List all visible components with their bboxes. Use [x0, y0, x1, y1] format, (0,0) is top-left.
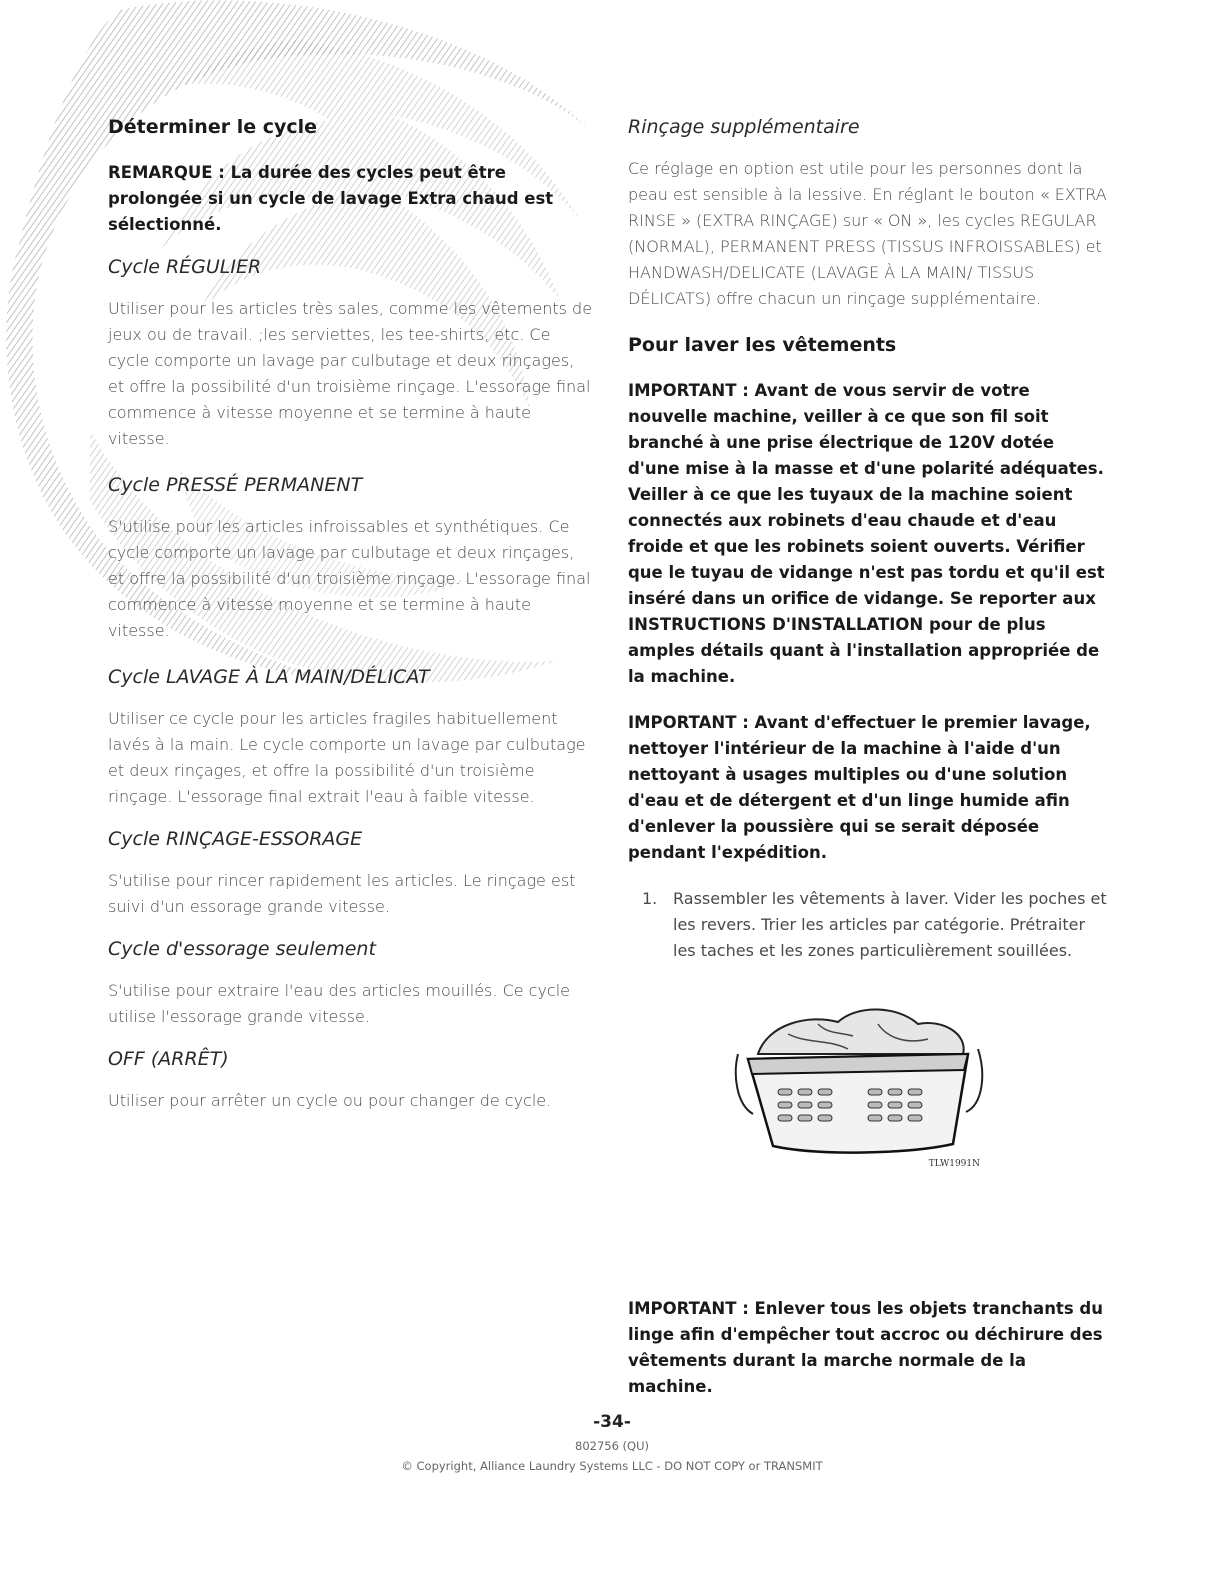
section-title-cycle: Déterminer le cycle	[108, 116, 318, 138]
heading-permanent-press: Cycle PRESSÉ PERMANENT	[108, 474, 363, 496]
text-spin-only: S'utilise pour extraire l'eau des articles mouillés. Ce cycle utilise l'essorage grande vitesse.	[108, 981, 571, 1026]
step-number: 1.	[642, 889, 658, 908]
text-off: Utiliser pour arrêter un cycle ou pour changer de cycle.	[108, 1091, 552, 1110]
important-sharp-objects: IMPORTANT : Enlever tous les objets tranchants du linge afin d'empêcher tout accroc ou déchirure des vêtements durant la marche normale de la machine.	[628, 1299, 1103, 1396]
heading-rinse-spin: Cycle RINÇAGE-ESSORAGE	[108, 828, 363, 850]
left-column	[108, 116, 593, 1128]
figure-label: TLW1991N	[928, 1159, 980, 1169]
text-handwash-delicate: Utiliser ce cycle pour les articles fragiles habituellement lavés à la main. Le cycle comporte un lavage par culbutage et deux rinçages, et offre la possibilité d'un troisième rinçage. L'essorage final extrait l'eau à faible vitesse.	[108, 709, 586, 806]
text-extra-rinse: Ce réglage en option est utile pour les personnes dont la peau est sensible à la lessive. En réglant le bouton « EXTRA RINSE » (EXTRA RINÇAGE) sur « ON », les cycles REGULAR (NORMAL), PERMANENT PRESS (TISSUS INFROISSABLES) et HANDWASH/DELICATE (LAVAGE À LA MAIN/ TISSUS DÉLICATS) offre chacun un rinçage supplémentaire.	[628, 159, 1107, 308]
page-footer	[0, 1412, 1224, 1476]
heading-regular-cycle: Cycle RÉGULIER	[108, 256, 262, 278]
document-code: 802756 (QU)	[575, 1439, 649, 1453]
page-number: -34-	[593, 1412, 631, 1432]
note-text: REMARQUE : La durée des cycles peut être prolongée si un cycle de lavage Extra chaud est sélectionné.	[108, 163, 554, 234]
step-list-item	[628, 886, 1108, 964]
text-regular-cycle: Utiliser pour les articles très sales, comme les vêtements de jeux ou de travail. ;les serviettes, les tee-shirts, etc. Ce cycle comporte un lavage par culbutage et deux rinçages, et offre la possibilité d'un troisième rinçage. L'essorage final commence à vitesse moyenne et se termine à haute vitesse.	[108, 299, 593, 448]
heading-handwash-delicate: Cycle LAVAGE À LA MAIN/DÉLICAT	[108, 666, 430, 688]
heading-off: OFF (ARRÊT)	[108, 1048, 229, 1070]
step-text: Rassembler les vêtements à laver. Vider les poches et les revers. Trier les articles par catégorie. Prétraiter les taches et les zones particulièrement souillées.	[673, 889, 1107, 960]
heading-extra-rinse: Rinçage supplémentaire	[628, 116, 860, 138]
important-first-wash: IMPORTANT : Avant d'effectuer le premier lavage, nettoyer l'intérieur de la machine à l'aide d'un nettoyant à usages multiples ou d'une solution d'eau et de détergent et d'un linge humide afin d'enlever la poussière qui se serait déposée pendant l'expédition.	[628, 713, 1091, 862]
laundry-basket-icon	[728, 994, 988, 1169]
right-column	[628, 116, 1108, 1169]
copyright-notice: © Copyright, Alliance Laundry Systems LLC - DO NOT COPY or TRANSMIT	[401, 1459, 823, 1473]
important-installation: IMPORTANT : Avant de vous servir de votre nouvelle machine, veiller à ce que son fil soit branché à une prise électrique de 120V dotée d'une mise à la masse et d'une polarité adéquates. Veiller à ce que les tuyaux de la machine soient connectés aux robinets d'eau chaude et d'eau froide et que les robinets soient ouverts. Vérifier que le tuyau de vidange n'est pas tordu et qu'il est inséré dans un orifice de vidange. Se reporter aux INSTRUCTIONS D'INSTALLATION pour de plus amples détails quant à l'installation appropriée de la machine.	[628, 381, 1105, 686]
laundry-basket-illustration	[728, 994, 988, 1169]
heading-spin-only: Cycle d'essorage seulement	[108, 938, 376, 960]
section-title-wash: Pour laver les vêtements	[628, 334, 897, 356]
text-rinse-spin: S'utilise pour rincer rapidement les articles. Le rinçage est suivi d'un essorage grande vitesse.	[108, 871, 576, 916]
text-permanent-press: S'utilise pour les articles infroissables et synthétiques. Ce cycle comporte un lavage par culbutage et deux rinçages, et offre la possibilité d'un troisième rinçage. L'essorage final commence à vitesse moyenne et se termine à haute vitesse.	[108, 517, 591, 640]
important-sharp-objects-block	[628, 1296, 1108, 1414]
